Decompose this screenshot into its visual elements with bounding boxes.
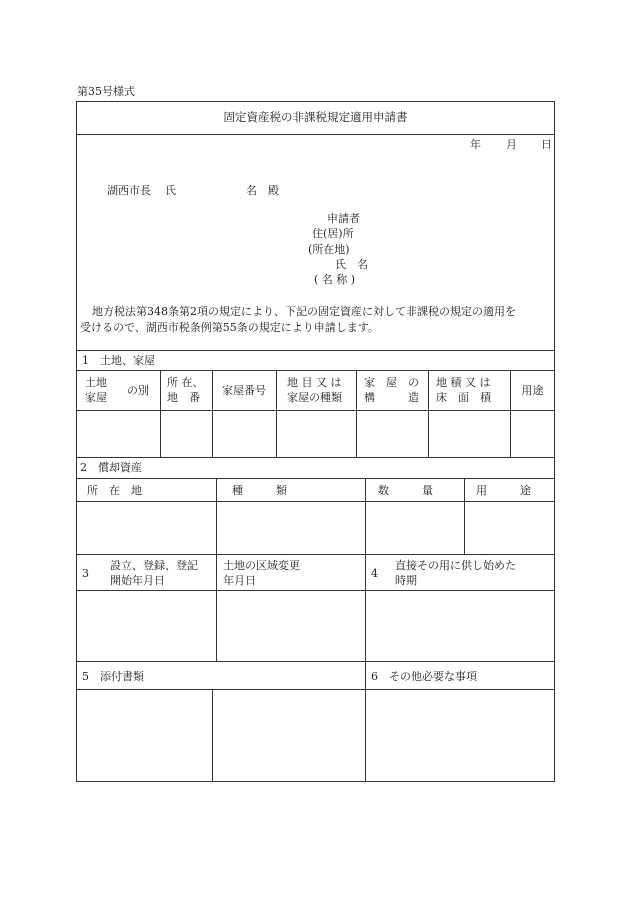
- body-text-line-1: 地方税法第348条第2項の規定により、下記の固定資産に対して非課税の規定の適用を: [92, 305, 516, 318]
- land-change-label-2: 年月日: [223, 574, 256, 587]
- section1-top-rule: [76, 350, 555, 351]
- s5-attachments-cell-1[interactable]: [77, 690, 212, 782]
- s1-structure-cell[interactable]: [357, 411, 428, 457]
- s6-other-matters-cell[interactable]: [366, 690, 554, 782]
- land-change-label-1: 土地の区域変更: [223, 559, 300, 572]
- s1-header-kind-house: 家屋: [85, 391, 107, 404]
- s2-header-use: 用 途: [476, 484, 531, 497]
- date-month: 月: [506, 138, 517, 151]
- applicant-company-name-label: ( 名 称 ): [314, 273, 356, 286]
- section2-title: 2 償却資産: [80, 461, 142, 474]
- s1-header-area-2: 床 面 積: [436, 391, 491, 404]
- section1-header-top-rule: [76, 370, 555, 371]
- s2-location-cell[interactable]: [77, 502, 216, 554]
- section2-header-top-rule: [76, 478, 555, 479]
- form-number: 第35号様式: [77, 85, 135, 98]
- s3-start-date-cell[interactable]: [77, 591, 216, 661]
- s2-quantity-cell[interactable]: [366, 502, 464, 554]
- s1-header-use: 用途: [521, 384, 544, 397]
- section4-number: 4: [371, 567, 378, 580]
- section3-label-2: 開始年月日: [110, 574, 165, 587]
- section5-title: 5 添付書類: [82, 670, 144, 683]
- section1-title: 1 土地、家屋: [82, 354, 155, 367]
- applicant-heading: 申請者: [327, 212, 360, 225]
- section1-bottom-rule: [76, 457, 555, 458]
- s1-header-location-1: 所 在、: [167, 376, 204, 389]
- section6-title: 6 その他必要な事項: [371, 670, 477, 683]
- s1-header-structure-2: 構 造: [364, 391, 419, 404]
- s1-category-cell[interactable]: [277, 411, 356, 457]
- s1-header-location-2: 地 番: [167, 391, 200, 404]
- s1-header-kind-suffix: の別: [127, 384, 149, 397]
- section4-label-2: 時期: [395, 574, 417, 587]
- section4-label-1: 直接その用に供し始めた: [395, 559, 516, 572]
- s1-header-house-number: 家屋番号: [222, 384, 266, 397]
- s1-house-number-cell[interactable]: [213, 411, 276, 457]
- s2-header-location: 所 在 地: [87, 484, 142, 497]
- s2-header-kind: 種 類: [232, 484, 287, 497]
- s2-use-cell[interactable]: [465, 502, 554, 554]
- addressee-name-label: 名: [246, 184, 257, 197]
- addressee-honorific-dono: 殿: [268, 184, 279, 197]
- s1-header-structure-1: 家 屋 の: [364, 376, 419, 389]
- form-title: 固定資産税の非課税規定適用申請書: [223, 110, 408, 124]
- s1-header-category-2: 家屋の種類: [287, 391, 342, 404]
- s2-header-quantity: 数 量: [378, 484, 433, 497]
- s1-use-cell[interactable]: [511, 411, 554, 457]
- s4-use-start-cell[interactable]: [366, 591, 554, 661]
- s2-kind-cell[interactable]: [217, 502, 365, 554]
- s1-area-cell[interactable]: [429, 411, 510, 457]
- section3-label-1: 設立、登録、登記: [110, 559, 198, 572]
- s5-attachments-cell-2[interactable]: [213, 690, 365, 782]
- section3-number: 3: [82, 567, 89, 580]
- date-day: 日: [541, 138, 552, 151]
- section3-bottom-rule: [76, 661, 555, 662]
- s1-location-cell[interactable]: [161, 411, 212, 457]
- title-divider: [76, 134, 555, 135]
- body-text-line-2: 受けるので、湖西市税条例第55条の規定により申請します。: [80, 321, 379, 334]
- applicant-address-label: 住(居)所: [312, 227, 354, 240]
- s1-kind-cell[interactable]: [77, 411, 160, 457]
- applicant-name-label: 氏 名: [335, 258, 368, 271]
- applicant-location-label: (所在地): [308, 243, 350, 256]
- s1-header-kind-land: 土地: [85, 376, 107, 389]
- addressee-honorific-shi: 氏: [165, 184, 176, 197]
- section2-bottom-rule: [76, 554, 555, 555]
- s1-header-area-1: 地 積 又 は: [436, 376, 491, 389]
- land-change-date-cell[interactable]: [217, 591, 365, 661]
- addressee-mayor: 湖西市長: [107, 184, 151, 197]
- date-year: 年: [470, 138, 481, 151]
- s1-header-category-1: 地 目 又 は: [287, 376, 342, 389]
